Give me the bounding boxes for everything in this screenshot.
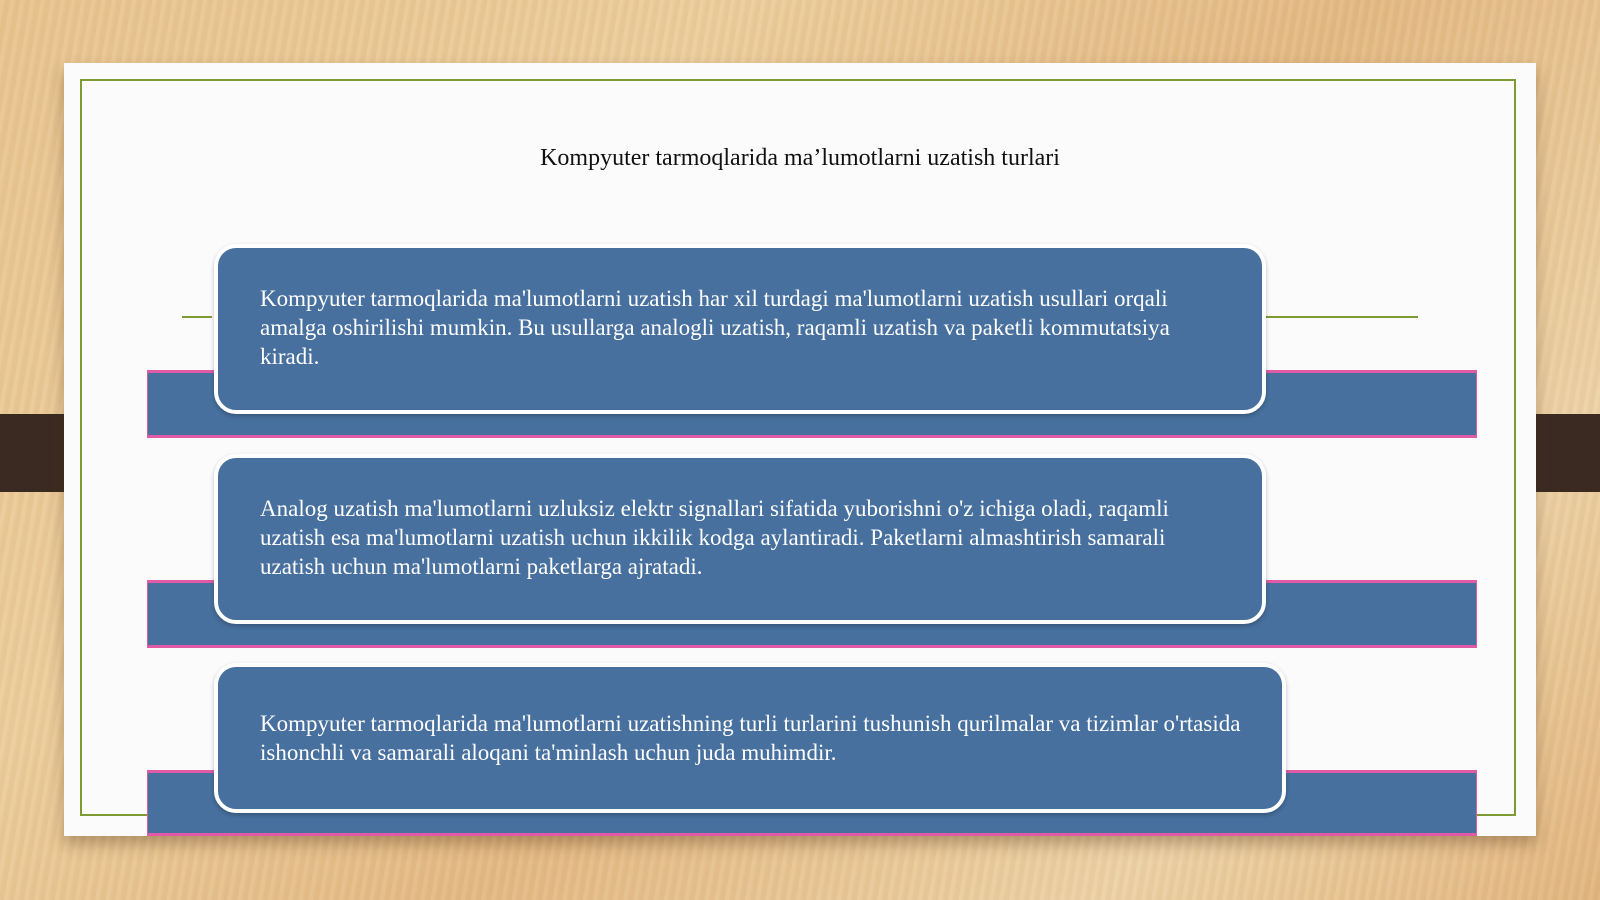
content-card-3-text: Kompyuter tarmoqlarida ma'lumotlarni uzatishning turli turlarini tushunish qurilmalar va tizimlar o'rtasida ishonchli va samarali aloqani ta'minlash uchun juda muhimdir.	[260, 711, 1241, 765]
content-card-2-text: Analog uzatish ma'lumotlarni uzluksiz elektr signallari sifatida yuborishni o'z ichiga oladi, raqamli uzatish esa ma'lumotlarni uzatish uchun ikkilik kodga aylantiradi. Paketlarni almashtirish samarali uzatish uchun ma'lumotlarni paketlarga ajratadi.	[260, 496, 1169, 579]
content-card-1	[214, 244, 1266, 414]
slide	[64, 63, 1536, 836]
content-card-1-text: Kompyuter tarmoqlarida ma'lumotlarni uzatish har xil turdagi ma'lumotlarni uzatish usullari orqali amalga oshirilishi mumkin. Bu usullarga analogli uzatish, raqamli uzatish va paketli kommutatsiya kiradi.	[260, 286, 1170, 369]
content-card-3	[214, 663, 1286, 813]
connector-line-left	[182, 316, 212, 318]
content-card-2	[214, 454, 1266, 624]
slide-title: Kompyuter tarmoqlarida ma’lumotlarni uzatish turlari	[540, 145, 1060, 171]
connector-line-right	[1266, 316, 1418, 318]
